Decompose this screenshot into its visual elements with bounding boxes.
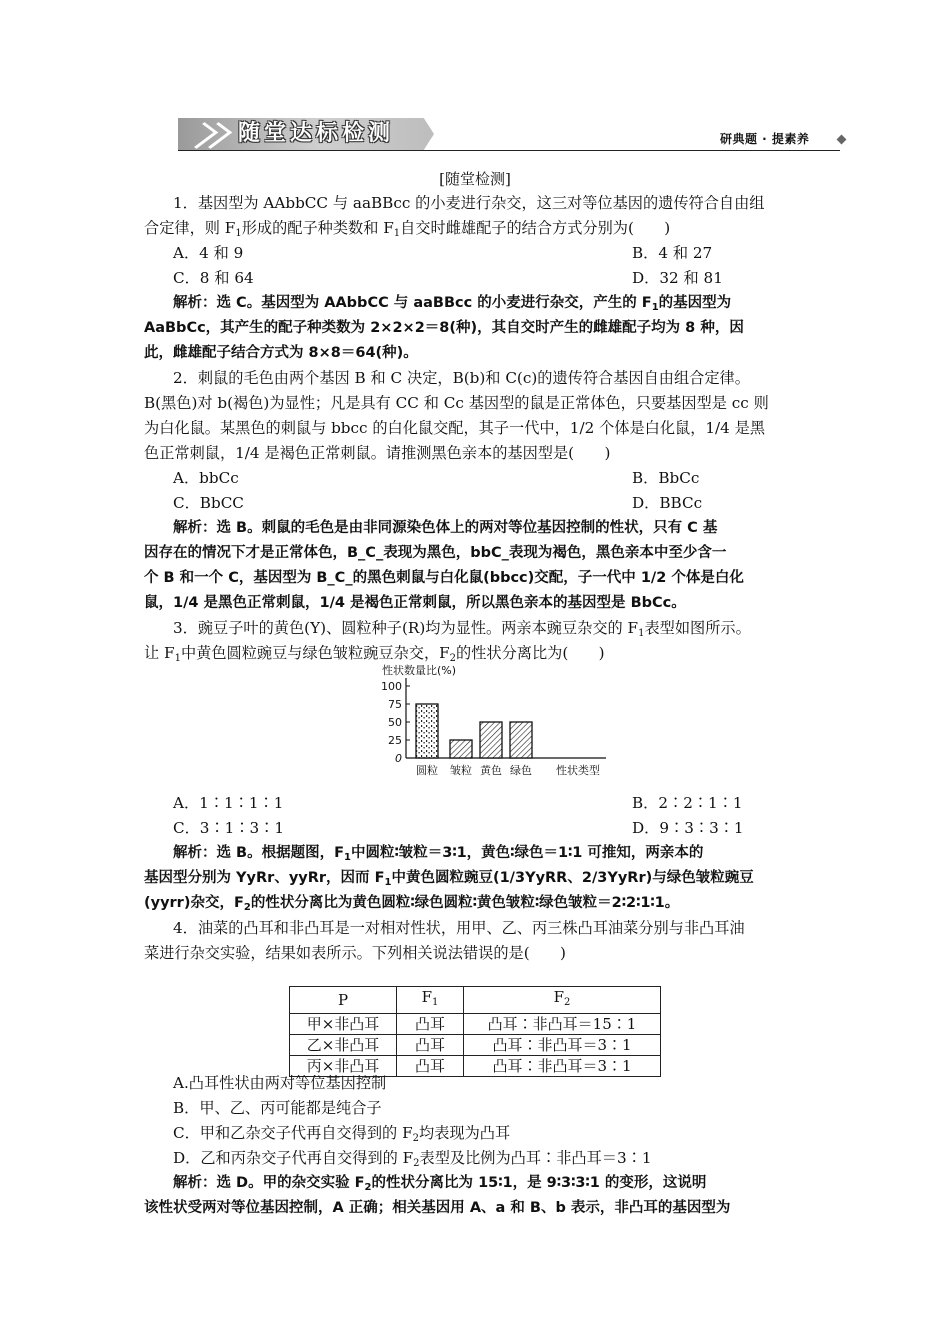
q2-option-b: B．BbCc (632, 469, 700, 487)
table-cell: 乙×非凸耳 (290, 1035, 397, 1056)
q4-analysis-line: 该性状受两对等位基因控制，A 正确；相关基因用 A、a 和 B、b 表示，非凸耳的基因型为 (144, 1200, 731, 1216)
q3-stem-line: 3．豌豆子叶的黄色(Y)、圆粒种子(R)均为显性。两亲本豌豆杂交的 $F_1$表型如图所示。 (173, 619, 751, 639)
q1-option-b: B．4 和 27 (632, 244, 713, 262)
q4-option-a: A.凸耳性状由两对等位基因控制 (173, 1074, 387, 1092)
table-row (290, 1014, 661, 1035)
x-tick-label: 绿色 (510, 764, 532, 777)
q4-stem-line: 4．油菜的凸耳和非凸耳是一对相对性状，用甲、乙、丙三株凸耳油菜分别与非凸耳油 (173, 919, 745, 937)
y-tick-label: 100 (381, 680, 402, 693)
y-tick-label: 25 (388, 734, 402, 747)
table-row (290, 1035, 661, 1056)
q1-stem-line: 1．基因型为 AAbbCC 与 aaBBcc 的小麦进行杂交，这三对等位基因的遗传符合自由组 (173, 194, 765, 212)
table-cell: 丙×非凸耳 (290, 1056, 397, 1077)
q4-option-d: D．乙和丙杂交子代再自交得到的 $F_2$表型及比例为凸耳∶非凸耳＝3∶1 (173, 1149, 652, 1169)
bar-chart (360, 664, 620, 784)
q1-analysis-line: 解析：选 C。基因型为 AAbbCC 与 aaBBcc 的小麦进行杂交，产生的 $F_1$的基因型为 (173, 295, 732, 313)
table-header-cell: $F_2$ (464, 987, 661, 1014)
banner-title: 随堂达标检测 (238, 121, 395, 146)
bar-3 (480, 722, 502, 758)
q1-analysis-line: AaBbCc，其产生的配子种类数为 2×2×2＝8(种)，其自交时产生的雌雄配子均为 8 种，因 (144, 320, 744, 336)
bar-1 (416, 704, 438, 758)
table-cell: 甲×非凸耳 (290, 1014, 397, 1035)
q3-option-c: C．3∶1∶3∶1 (173, 819, 285, 837)
q4-analysis-line: 解析：选 D。甲的杂交实验 $F_2$的性状分离比为 15∶1，是 9∶3∶3∶1 的变形，这说明 (173, 1175, 707, 1193)
q2-stem-line: 色正常刺鼠，1/4 是褐色正常刺鼠。请推测黑色亲本的基因型是( ) (144, 444, 611, 462)
q3-option-b: B．2∶2∶1∶1 (632, 794, 743, 812)
table-cell: 凸耳∶非凸耳＝3∶1 (464, 1035, 661, 1056)
q2-option-d: D．BBCc (632, 494, 703, 512)
q1-option-d: D．32 和 81 (632, 269, 723, 287)
q4-option-c: C．甲和乙杂交子代再自交得到的 $F_2$均表现为凸耳 (173, 1124, 511, 1144)
table-cell: 凸耳∶非凸耳＝3∶1 (464, 1056, 661, 1077)
q2-analysis-line: 因存在的情况下才是正常体色，B_C_表现为黑色，bbC_表现为褐色，黑色亲本中至少含一 (144, 545, 727, 561)
q4-stem-line: 菜进行杂交实验，结果如表所示。下列相关说法错误的是( ) (144, 944, 566, 962)
bar-2 (450, 740, 472, 758)
table-cell: 凸耳 (397, 1014, 464, 1035)
bar-4 (510, 722, 532, 758)
q3-analysis-line: 基因型分别为 YyRr、yyRr，因而 $F_1$中黄色圆粒豌豆(1/3YyRR、2/3YyRr)与绿色皱粒豌豆 (144, 870, 754, 888)
q2-analysis-line: 个 B 和一个 C，基因型为 B_C_的黑色刺鼠与白化鼠(bbcc)交配，子一代中 1/2 个体是白化 (144, 570, 744, 586)
q2-stem-line: 2．刺鼠的毛色由两个基因 B 和 C 决定，B(b)和 C(c)的遗传符合基因自由组合定律。 (173, 369, 750, 387)
x-axis-label: 性状类型 (556, 764, 600, 777)
q2-option-a: A．bbCc (173, 469, 239, 487)
x-tick-label: 皱粒 (450, 764, 472, 777)
y-tick-label: 0 (395, 752, 402, 765)
x-tick-label: 圆粒 (416, 764, 438, 777)
q1-stem-line: 合定律，则 $F_1$形成的配子种类数和 $F_1$自交时雌雄配子的结合方式分别为( ) (144, 219, 671, 239)
table-cell: 凸耳∶非凸耳＝15∶1 (464, 1014, 661, 1035)
y-axis-label: 性状数量比(%) (382, 664, 457, 677)
table-cell: 凸耳 (397, 1035, 464, 1056)
q2-stem-line: 为白化鼠。某黑色的刺鼠与 bbcc 的白化鼠交配，其子一代中，1/2 个体是白化鼠，1/4 是黑 (144, 419, 766, 437)
q1-option-a: A．4 和 9 (173, 244, 244, 262)
q2-stem-line: B(黑色)对 b(褐色)为显性；凡是具有 CC 和 Cc 基因型的鼠是正常体色，只要基因型是 cc 则 (144, 394, 769, 412)
table-header-row (290, 987, 661, 1014)
section-banner (178, 118, 434, 150)
q2-analysis-line: 鼠，1/4 是黑色正常刺鼠，1/4 是褐色正常刺鼠，所以黑色亲本的基因型是 BbCc。 (144, 595, 686, 611)
q3-analysis-line: (yyrr)杂交，$F_2$的性状分离比为黄色圆粒∶绿色圆粒∶黄色皱粒∶绿色皱粒＝2∶2∶1∶1。 (144, 895, 680, 913)
q4-option-b: B．甲、乙、丙可能都是纯合子 (173, 1099, 382, 1117)
q2-option-c: C．BbCC (173, 494, 244, 512)
table-header-cell: P (290, 987, 397, 1014)
q1-option-c: C．8 和 64 (173, 269, 254, 287)
header-tagline: 研典题 · 提素养 (720, 132, 810, 146)
q1-analysis-line: 此，雌雄配子结合方式为 8×8＝64(种)。 (144, 345, 418, 361)
diamond-icon (837, 135, 847, 145)
table-cell: 凸耳 (397, 1056, 464, 1077)
section-title: [随堂检测] (439, 170, 511, 188)
y-tick-label: 50 (388, 716, 402, 729)
q2-analysis-line: 解析：选 B。刺鼠的毛色是由非同源染色体上的两对等位基因控制的性状，只有 C 基 (173, 520, 718, 536)
q3-option-d: D．9∶3∶3∶1 (632, 819, 744, 837)
table-header-cell: $F_1$ (397, 987, 464, 1014)
q3-option-a: A．1∶1∶1∶1 (173, 794, 284, 812)
q3-stem-line: 让 $F_1$中黄色圆粒豌豆与绿色皱粒豌豆杂交，$F_2$的性状分离比为( ) (144, 644, 605, 664)
y-tick-label: 75 (388, 698, 402, 711)
q3-analysis-line: 解析：选 B。根据题图，$F_1$中圆粒∶皱粒＝3∶1，黄色∶绿色＝1∶1 可推知，两亲本的 (173, 845, 704, 863)
results-table (289, 986, 661, 1077)
header-rule (178, 150, 840, 151)
x-tick-label: 黄色 (480, 764, 502, 777)
